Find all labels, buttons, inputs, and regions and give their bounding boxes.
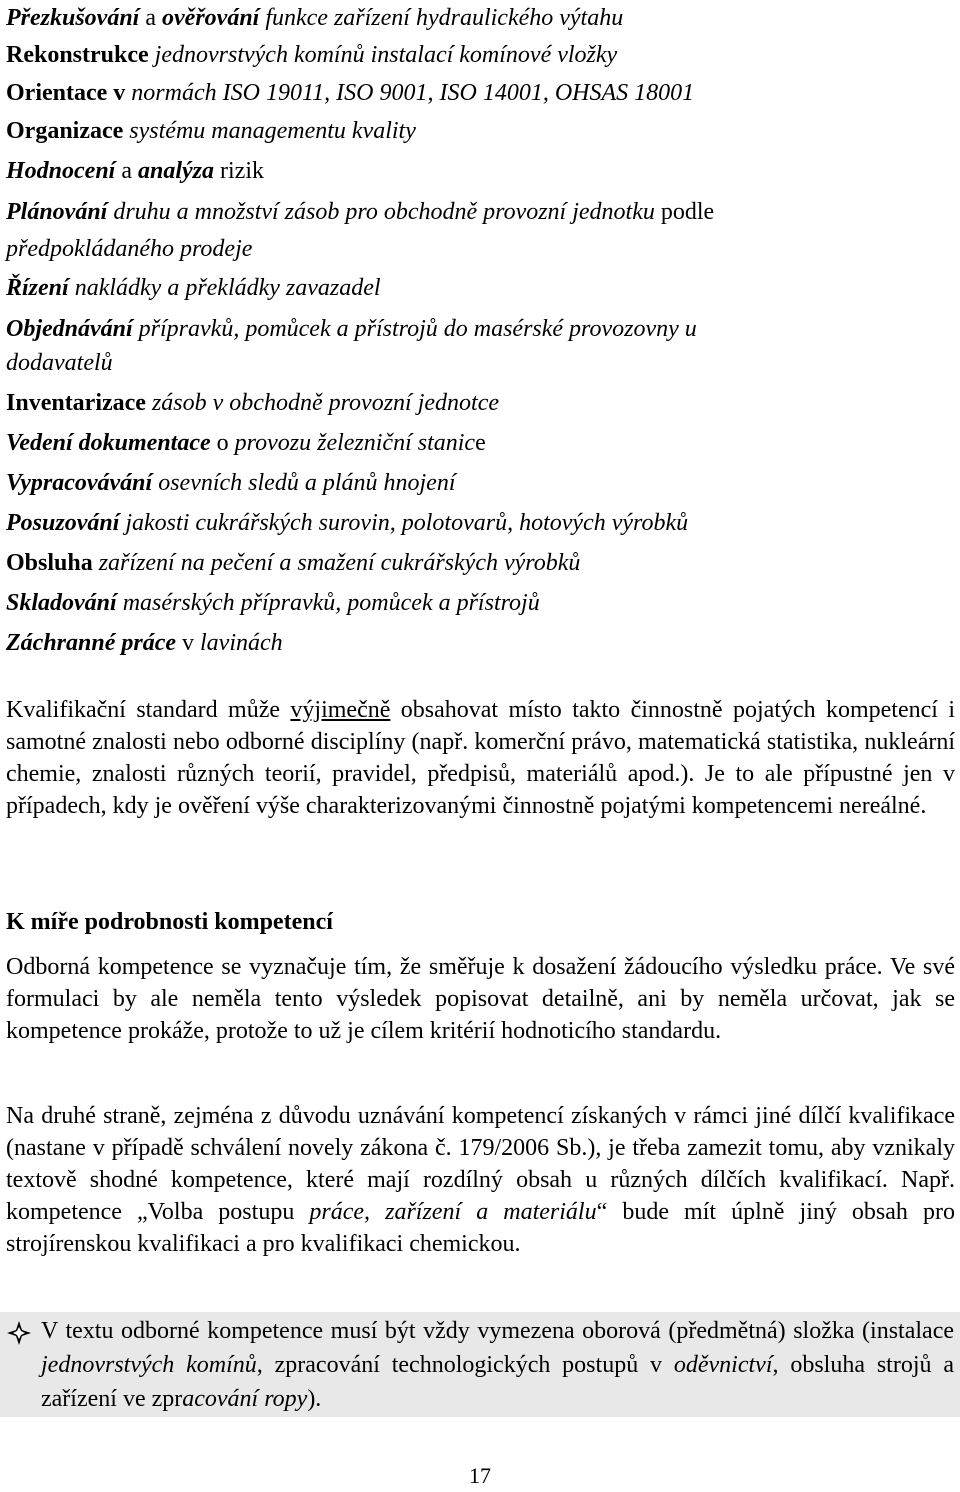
list-item [6, 345, 956, 381]
text-run: výjimečně [290, 697, 391, 723]
list-item [6, 194, 956, 230]
text-run: v [176, 630, 200, 656]
text-run: Orientace v [6, 80, 126, 106]
text-run: analýza [138, 158, 215, 184]
page-number: 17 [469, 1463, 491, 1488]
paragraph-other-side [6, 1100, 955, 1260]
paragraph-competence-definition [6, 951, 955, 1047]
diamond-bullet-icon [6, 1320, 32, 1346]
text-run: a [115, 158, 138, 184]
text-run: masérských přípravků, pomůcek a přístrojů [116, 590, 540, 616]
text-run: ověřování [162, 5, 260, 31]
text-run: Skladování [6, 590, 117, 616]
paragraph-qualification-standard [6, 694, 955, 822]
text-run: e [475, 430, 486, 456]
text-run: Kvalifikační standard může [6, 697, 291, 723]
text-run: Plánování [6, 199, 108, 225]
text-run: zásob v obchodně provozní jednotce [145, 390, 500, 416]
text-run: provozu železniční stanic [234, 430, 476, 456]
text-run: lavinách [200, 630, 283, 656]
text-run: přípravků, pomůcek a přístrojů do masérské provozovny u [132, 316, 697, 342]
list-item [6, 231, 956, 267]
text-run: osevních sledů a plánů hnojení [152, 470, 456, 496]
text-run: jednovrstvých komínů instalací komínové vložky [148, 42, 618, 68]
text-run: Posuzování [6, 510, 120, 536]
text-run: Inventarizace [6, 390, 146, 416]
text-run: Vypracovávání [6, 470, 153, 496]
text-run: “ bude mít úplně jiný obsah pro strojírenskou kvalifikaci a pro kvalifikaci chemickou. [6, 1199, 955, 1257]
text-run: Rekonstrukce [6, 42, 149, 68]
text-run: jakosti cukrářských surovin, polotovarů, hotových výrobků [119, 510, 689, 536]
text-run: Řízení [6, 275, 69, 301]
section-heading: K míře podrobnosti kompetencí [6, 909, 333, 935]
text-run: dodavatelů [6, 350, 113, 376]
list-item [6, 625, 956, 661]
text-run: normách ISO 19011, ISO 9001, ISO 14001, OHSAS 18001 [125, 80, 695, 106]
text-run: zařízení na pečení a smažení cukrářských výrobků [92, 550, 581, 576]
text-run: Přezkušování [6, 5, 140, 31]
text-run: předpokládaného prodeje [6, 236, 253, 262]
text-run: funkce zařízení hydraulického výtahu [259, 5, 624, 31]
text-run: oděvnictví [673, 1352, 773, 1378]
text-run: Objednávání [6, 316, 133, 342]
text-run: rizik [214, 158, 264, 184]
text-run: o [210, 430, 235, 456]
text-run: Obsluha [6, 550, 93, 576]
text-run: , zpracování technologických postupů v [256, 1352, 674, 1378]
list-item [6, 385, 956, 421]
text-run: nakládky a překládky zavazadel [68, 275, 381, 301]
list-item [6, 425, 956, 461]
text-run: a [139, 5, 163, 31]
bullet-text [41, 1314, 954, 1416]
list-item [6, 545, 956, 581]
text-run: Odborná kompetence se vyznačuje tím, že směřuje k dosažení žádoucího výsledku práce. Ve své formulaci by ale neměla tento výsledek popisovat detailně, ani by neměla určovat, jak se kompetence prokáže, protože to už je cílem kritérií hodnoticího standardu. [6, 954, 955, 1044]
list-item [6, 311, 956, 347]
text-run: jednovrstvých komínů [41, 1352, 257, 1378]
text-run: Záchranné práce [6, 630, 176, 656]
text-run: Vedení dokumentace [6, 430, 211, 456]
text-run: Hodnocení [6, 158, 116, 184]
list-item [6, 0, 956, 36]
list-item [6, 153, 956, 189]
text-run: , obsluha strojů a zařízení ve zpr [41, 1352, 955, 1412]
text-run: obsahovat místo takto činnostně pojatých kompetencí i samotné znalosti nebo odborné disciplíny (např. komerční právo, matematická statistika, nukleární chemie, znalosti různých teorií, pravidel, předpisů, materiálů apod.). Je to ale přípustné jen v případech, kdy je ověření výše charakterizovanými činnostně pojatými kompetencemi nereálné. [6, 697, 955, 819]
list-item [6, 270, 956, 306]
list-item [6, 585, 956, 621]
text-run: Organizace [6, 118, 124, 144]
text-run: Na druhé straně, zejména z důvodu uznávání kompetencí získaných v rámci jiné dílčí kvalifikace (nastane v případě schválení novely zákona č. 179/2006 Sb.), je třeba zamezit tomu, aby vznikaly textově shodné kompetence, které mají rozdílný obsah u různých dílčích kvalifikací. Např. kompetence „Volba postupu [6, 1103, 955, 1225]
list-item [6, 37, 956, 73]
text-run: práce, zařízení a materiálu [309, 1199, 597, 1225]
text-run: acování ropy [182, 1386, 308, 1412]
text-run: systému managementu kvality [123, 118, 416, 144]
text-run: V textu odborné kompetence musí být vždy vymezena oborová (předmětná) složka (instalace [41, 1318, 954, 1344]
list-item [6, 505, 956, 541]
text-run: podle [654, 199, 715, 225]
list-item [6, 75, 956, 111]
list-item [6, 113, 956, 149]
text-run: ). [307, 1386, 322, 1412]
list-item [6, 465, 956, 501]
text-run: druhu a množství zásob pro obchodně provozní jednotku [107, 199, 655, 225]
